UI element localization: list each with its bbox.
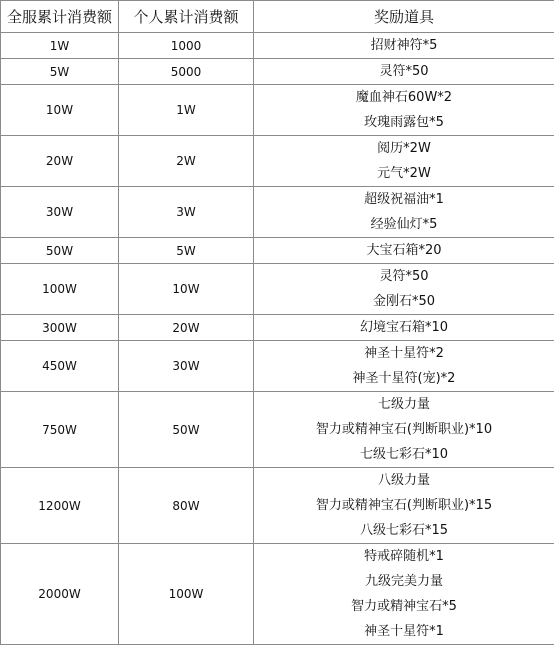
server-total-cell: 2000W	[1, 544, 119, 645]
table-row	[1, 238, 554, 264]
reward-cell	[254, 544, 554, 645]
header-personal-total: 个人累计消费额	[119, 1, 254, 33]
table-row	[1, 392, 554, 468]
reward-cell	[254, 85, 554, 136]
reward-item: 灵符*50	[254, 264, 554, 289]
personal-total-cell: 3W	[119, 187, 254, 238]
reward-item: 灵符*50	[254, 59, 554, 84]
reward-item: 经验仙灯*5	[254, 212, 554, 237]
reward-item: 八级七彩石*15	[254, 518, 554, 543]
reward-item: 八级力量	[254, 468, 554, 493]
reward-item: 特戒碎随机*1	[254, 544, 554, 569]
personal-total-cell: 5W	[119, 238, 254, 264]
table-row	[1, 33, 554, 59]
server-total-cell: 450W	[1, 341, 119, 392]
reward-item: 幻境宝石箱*10	[254, 315, 554, 340]
table-row	[1, 264, 554, 315]
personal-total-cell: 1000	[119, 33, 254, 59]
personal-total-cell: 10W	[119, 264, 254, 315]
reward-item: 招财神符*5	[254, 33, 554, 58]
personal-total-cell: 1W	[119, 85, 254, 136]
reward-cell	[254, 238, 554, 264]
header-rewards: 奖励道具	[254, 1, 554, 33]
server-total-cell: 1200W	[1, 468, 119, 544]
reward-item: 阅历*2W	[254, 136, 554, 161]
reward-cell	[254, 392, 554, 468]
table-row	[1, 85, 554, 136]
personal-total-cell: 2W	[119, 136, 254, 187]
reward-item: 七级七彩石*10	[254, 442, 554, 467]
personal-total-cell: 80W	[119, 468, 254, 544]
server-total-cell: 1W	[1, 33, 119, 59]
server-total-cell: 20W	[1, 136, 119, 187]
personal-total-cell: 100W	[119, 544, 254, 645]
header-server-total: 全服累计消费额	[1, 1, 119, 33]
table-row	[1, 136, 554, 187]
reward-item: 神圣十星符(宠)*2	[254, 366, 554, 391]
reward-cell	[254, 341, 554, 392]
server-total-cell: 300W	[1, 315, 119, 341]
personal-total-cell: 5000	[119, 59, 254, 85]
server-total-cell: 100W	[1, 264, 119, 315]
server-total-cell: 50W	[1, 238, 119, 264]
reward-cell	[254, 264, 554, 315]
table-body	[1, 33, 554, 645]
personal-total-cell: 30W	[119, 341, 254, 392]
reward-cell	[254, 468, 554, 544]
reward-item: 智力或精神宝石(判断职业)*10	[254, 417, 554, 442]
reward-cell	[254, 33, 554, 59]
table-row	[1, 544, 554, 645]
table-row	[1, 315, 554, 341]
table-row	[1, 341, 554, 392]
reward-item: 魔血神石60W*2	[254, 85, 554, 110]
reward-item: 玫瑰雨露包*5	[254, 110, 554, 135]
reward-item: 智力或精神宝石*5	[254, 594, 554, 619]
reward-cell	[254, 187, 554, 238]
table-row	[1, 59, 554, 85]
server-total-cell: 750W	[1, 392, 119, 468]
reward-cell	[254, 315, 554, 341]
table-row	[1, 187, 554, 238]
personal-total-cell: 50W	[119, 392, 254, 468]
reward-item: 金刚石*50	[254, 289, 554, 314]
reward-cell	[254, 59, 554, 85]
reward-item: 九级完美力量	[254, 569, 554, 594]
server-total-cell: 5W	[1, 59, 119, 85]
reward-cell	[254, 136, 554, 187]
personal-total-cell: 20W	[119, 315, 254, 341]
server-total-cell: 30W	[1, 187, 119, 238]
reward-item: 大宝石箱*20	[254, 238, 554, 263]
header-row	[1, 1, 554, 33]
reward-item: 神圣十星符*1	[254, 619, 554, 644]
reward-item: 七级力量	[254, 392, 554, 417]
server-total-cell: 10W	[1, 85, 119, 136]
reward-item: 元气*2W	[254, 161, 554, 186]
reward-item: 超级祝福油*1	[254, 187, 554, 212]
reward-item: 智力或精神宝石(判断职业)*15	[254, 493, 554, 518]
reward-item: 神圣十星符*2	[254, 341, 554, 366]
table-row	[1, 468, 554, 544]
